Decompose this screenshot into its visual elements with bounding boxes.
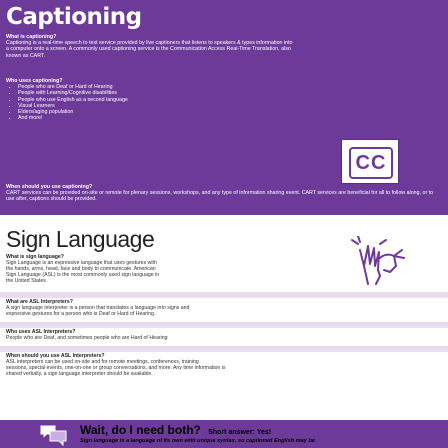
text-line: the United States. — [6, 278, 48, 284]
captioning-who-list — [6, 84, 296, 121]
text-line: the hands, arms, head, face and body to communicate. American — [6, 266, 156, 272]
divider-bar — [0, 292, 448, 298]
sign-language-who — [6, 329, 167, 341]
when-use-question: When should you use ASL Interpreters? — [6, 353, 105, 359]
short-answer: Short answer: Yes! — [208, 429, 272, 436]
need-both-heading: Wait, do I need both? — [80, 423, 201, 437]
interpreters-question: What are ASL Interpreters? — [6, 299, 73, 305]
captioning-title: Captioning — [6, 4, 142, 30]
who-uses-answer: People who are Deaf, and sometimes people who are Hard of Hearing — [6, 335, 168, 341]
text-line: ASL interpreters can be used on-site and for remote meetings, conferences, training — [6, 359, 199, 365]
sign-language-when — [6, 353, 225, 377]
list-item: • And more! — [18, 115, 296, 121]
closed-captions-icon — [341, 139, 399, 184]
need-both-title — [80, 423, 271, 437]
text-line: expressive gestures for a person who is Deaf or Hard of Hearing. — [6, 311, 156, 317]
captioning-what-answer: Captioning is a real-time speech to text service provided by live captioners that listens to speakers & types information into a computer onto a screen. A commonly used captioning service is the Communication Access Real-Time Translation, also known as CART. — [6, 40, 293, 59]
divider-bar — [0, 346, 448, 352]
sign-language-interpreters — [6, 299, 189, 317]
list-item: • People who are Deaf or Hard of Hearing — [18, 84, 296, 90]
text-line: sessions, special events, one-on-one or group conversations, and more. Any time information is — [6, 365, 226, 371]
list-item: • Visual Learners — [18, 103, 296, 109]
divider-bar — [0, 322, 448, 328]
captioning-what — [6, 34, 296, 59]
captioning-when-answer: CART services can be provided on-site or remote for plenary sessions, workshops, and any type of information sharing event. CART services are beneficial for all to follow along, or to use after, captions should be provided. — [6, 190, 434, 203]
sign-language-what-question: What is sign language? — [6, 254, 64, 260]
text-line: shared verbally, a sign language interpreter should be available. — [6, 371, 153, 377]
need-both-description: Sign language is a language of its own with unique syntax, so captioned English may be — [80, 438, 315, 444]
list-item: • People who use English as a second language — [18, 97, 296, 103]
captioning-what-question: What is captioning? — [6, 34, 57, 40]
captioning-when-question: When should you use captioning? — [6, 184, 93, 190]
list-item: • Elders/aging population — [18, 109, 296, 115]
text-line: A sign language interpreter is a person that translates a language into signs and — [6, 305, 190, 311]
captioning-who-question: Who uses captioning? — [6, 78, 63, 84]
text-line: Sign Language (ASL) is the most commonly used sign language in — [6, 272, 160, 278]
text-line: Sign Language is an expressive language that uses gestures with — [6, 260, 157, 266]
who-uses-question: Who uses ASL Interpreters? — [6, 329, 76, 335]
chat-bubbles-icon — [38, 422, 68, 446]
captioning-who — [6, 78, 296, 121]
captioning-when — [6, 184, 438, 203]
cc-label: CC — [349, 147, 393, 179]
list-item: • People with Learning/Cognitive disabilities — [18, 90, 296, 96]
sign-language-what — [6, 254, 159, 284]
sign-language-title: Sign Language — [6, 226, 155, 252]
signing-hands-icon — [350, 236, 410, 288]
